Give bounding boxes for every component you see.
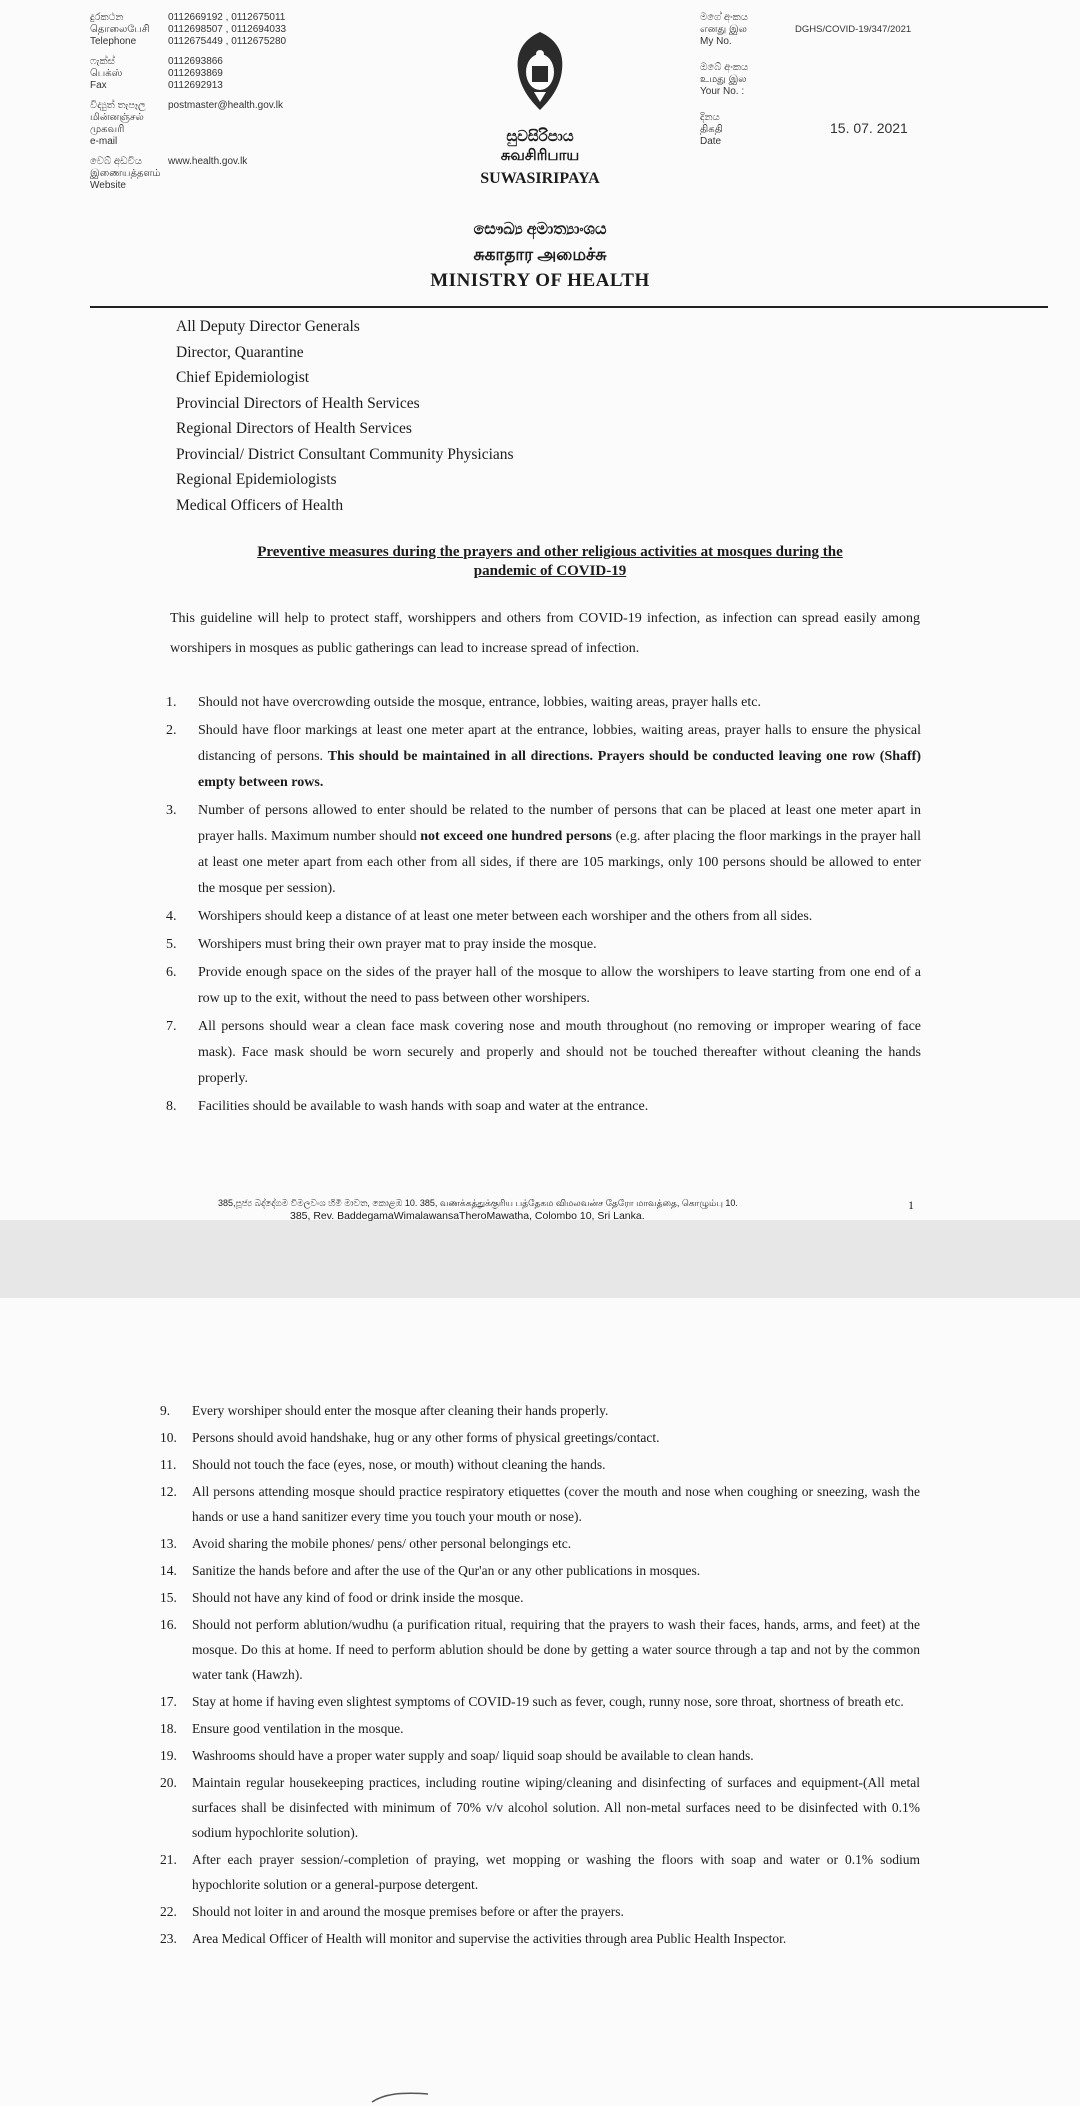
list-item bbox=[166, 932, 921, 958]
item-text: Worshipers should keep a distance of at least one meter between each worshiper and the others from all sides. bbox=[198, 909, 813, 924]
list-item bbox=[160, 1716, 920, 1741]
item-number: 3. bbox=[166, 803, 177, 818]
addressee: Medical Officers of Health bbox=[176, 496, 344, 514]
item-number: 13. bbox=[160, 1536, 177, 1551]
list-item bbox=[160, 1847, 920, 1897]
date-label-si: දිනය bbox=[700, 112, 720, 123]
fax-value-3: 0112692913 bbox=[168, 80, 223, 91]
ministry-name-ta: சுகாதார அமைச்சு bbox=[473, 245, 607, 264]
your-number-label-en: Your No. : bbox=[700, 86, 745, 97]
fax-value-1: 0112693866 bbox=[168, 56, 223, 67]
telephone-label-si: දුරකථන bbox=[90, 12, 124, 23]
addressee: Chief Epidemiologist bbox=[176, 369, 310, 386]
item-text: Should not have any kind of food or drink inside the mosque. bbox=[192, 1590, 524, 1605]
letterhead-references bbox=[700, 12, 911, 156]
item-number: 18. bbox=[160, 1721, 177, 1736]
item-number: 4. bbox=[166, 909, 177, 924]
item-text: All persons attending mosque should practice respiratory etiquettes (cover the mouth and nose when coughing or sneezing, wash the hands or use a hand sanitizer every time you touch your mouth or nose). bbox=[192, 1484, 920, 1524]
email-label-en: e-mail bbox=[90, 136, 118, 147]
list-item bbox=[160, 1612, 920, 1687]
your-number-row bbox=[700, 62, 911, 98]
item-text-continued: (e.g. after placing the floor markings in the prayer hall at least one meter apart from each other from all sides, if there are 105 markings, only 100 persons should be allowed to enter the mosque per session). bbox=[198, 829, 921, 896]
item-text: Worshipers must bring their own prayer mat to pray inside the mosque. bbox=[198, 937, 597, 952]
item-text: Area Medical Officer of Health will monitor and supervise the activities through area Public Health Inspector. bbox=[192, 1931, 787, 1946]
item-text: Maintain regular housekeeping practices, including routine wiping/cleaning and disinfecting of surfaces and equipment-(All metal surfaces shall be disinfected with minimum of 70% v/v alcohol solution. All non-metal surfaces need to be disinfected with 0.1% sodium hypochlorite solution). bbox=[192, 1775, 920, 1840]
telephone-label-en: Telephone bbox=[90, 36, 137, 47]
guideline-list-page-1 bbox=[166, 690, 921, 1122]
addressee: Provincial/ District Consultant Community Physicians bbox=[176, 445, 514, 463]
item-text: Ensure good ventilation in the mosque. bbox=[192, 1721, 404, 1736]
item-number: 23. bbox=[160, 1931, 177, 1946]
item-text: Should have floor markings at least one meter apart at the entrance, lobbies, waiting areas, prayer halls to ensure the physical distancing of persons. bbox=[198, 723, 921, 764]
website-label-si: වෙබ් අඩවිය bbox=[90, 156, 142, 167]
date-value: 15. 07. 2021 bbox=[830, 120, 908, 136]
footer-address-en: 385, Rev. BaddegamaWimalawansaTheroMawatha, Colombo 10, Sri Lanka. bbox=[290, 1210, 645, 1222]
item-number: 22. bbox=[160, 1904, 177, 1919]
subject-line-1: Preventive measures during the prayers and other religious activities at mosques during the bbox=[257, 544, 843, 560]
footer-address-local: 385,පූජ්‍ය බද්දේගම විමලවංශ හිමි මාවත, කොළඹ 10. 385, வணக்கத்துக்குரிய பத்தேகம விமலவன்ச தேரோ மாவத்தை, கொழும்பு 10. bbox=[218, 1198, 738, 1208]
item-number: 20. bbox=[160, 1775, 177, 1790]
list-item bbox=[166, 690, 921, 716]
fax-row bbox=[90, 56, 318, 92]
list-item bbox=[160, 1585, 920, 1610]
item-text: Washrooms should have a proper water supply and soap/ liquid soap should be available to clean hands. bbox=[192, 1748, 754, 1763]
list-item bbox=[160, 1770, 920, 1845]
item-number: 14. bbox=[160, 1563, 177, 1578]
item-number: 19. bbox=[160, 1748, 177, 1763]
website-label-ta: இணையத்தளம் bbox=[90, 168, 161, 179]
list-item bbox=[160, 1689, 920, 1714]
my-number-value: DGHS/COVID-19/347/2021 bbox=[795, 24, 912, 35]
item-number: 15. bbox=[160, 1590, 177, 1605]
item-number: 5. bbox=[166, 937, 177, 952]
list-item bbox=[160, 1479, 920, 1529]
item-text: Should not have overcrowding outside the mosque, entrance, lobbies, waiting areas, prayer halls etc. bbox=[198, 695, 761, 710]
telephone-value-2: 0112698507 , 0112694033 bbox=[168, 24, 287, 35]
letterhead-contacts bbox=[90, 12, 318, 200]
item-text: Facilities should be available to wash hands with soap and water at the entrance. bbox=[198, 1099, 649, 1114]
item-number: 12. bbox=[160, 1484, 177, 1499]
my-number-label-en: My No. bbox=[700, 36, 732, 47]
item-number: 7. bbox=[166, 1019, 177, 1034]
item-number: 10. bbox=[160, 1430, 177, 1445]
your-number-label-ta: உமது இல bbox=[700, 74, 747, 85]
page-number: 1 bbox=[908, 1198, 914, 1212]
government-crest-icon bbox=[510, 30, 570, 114]
website-value: www.health.gov.lk bbox=[168, 156, 248, 167]
letter-page-2 bbox=[0, 1298, 1080, 2106]
item-number: 11. bbox=[160, 1457, 177, 1472]
item-number: 17. bbox=[160, 1694, 177, 1709]
item-number: 2. bbox=[166, 723, 177, 738]
signature-stroke-icon bbox=[370, 2090, 430, 2104]
list-item bbox=[166, 904, 921, 930]
list-item bbox=[160, 1558, 920, 1583]
telephone-value-1: 0112669192 , 0112675011 bbox=[168, 12, 286, 23]
item-number: 9. bbox=[160, 1403, 171, 1418]
item-number: 21. bbox=[160, 1852, 177, 1867]
list-item bbox=[160, 1926, 920, 1951]
item-emphasis: not exceed one hundred persons bbox=[420, 829, 612, 844]
list-item bbox=[160, 1899, 920, 1924]
website-label-en: Website bbox=[90, 180, 126, 191]
list-item bbox=[160, 1398, 920, 1423]
addressee: Provincial Directors of Health Services bbox=[176, 394, 420, 412]
item-text: Provide enough space on the sides of the prayer hall of the mosque to allow the worshipers to leave starting from one end of a row up to the exit, without the need to pass between other worshipers. bbox=[198, 965, 921, 1006]
fax-value-2: 0112693869 bbox=[168, 68, 223, 79]
ministry-name-en: MINISTRY OF HEALTH bbox=[430, 270, 650, 291]
list-item bbox=[166, 960, 921, 1012]
telephone-row bbox=[90, 12, 318, 48]
intro-paragraph: This guideline will help to protect staff, worshippers and others from COVID-19 infection, as infection can spread easily among worshipers in mosques as public gatherings can lead to increase spread of infection. bbox=[170, 611, 920, 656]
item-text: Should not perform ablution/wudhu (a purification ritual, requiring that the prayers to wash their faces, hands, arms, and feet) at the mosque. Do this at home. If need to perform ablution should be done by getting a water source through a tap and not by the common water tank (Hawzh). bbox=[192, 1617, 920, 1682]
website-row bbox=[90, 156, 318, 192]
list-item bbox=[160, 1452, 920, 1477]
item-text: All persons should wear a clean face mask covering nose and mouth throughout (no removing or improper wearing of face mask). Face mask should be worn securely and properly and should not be touched thereafter without cleaning the hands properly. bbox=[198, 1019, 921, 1086]
my-number-label-ta: எனது இல bbox=[700, 24, 747, 35]
my-number-label-si: මගේ අංකය bbox=[700, 12, 748, 23]
item-emphasis: This should be maintained in all directions. Prayers should be conducted leaving one row (Shaff) empty between rows. bbox=[198, 749, 921, 790]
email-row bbox=[90, 100, 318, 148]
item-text: Number of persons allowed to enter should be related to the number of persons that can be placed at least one meter apart in prayer halls. Maximum number should bbox=[198, 803, 921, 844]
fax-label-en: Fax bbox=[90, 80, 107, 91]
item-number: 6. bbox=[166, 965, 177, 980]
item-number: 1. bbox=[166, 695, 177, 710]
list-item bbox=[166, 798, 921, 902]
item-text: Sanitize the hands before and after the use of the Qur'an or any other publications in mosques. bbox=[192, 1563, 701, 1578]
date-label-en: Date bbox=[700, 136, 722, 147]
telephone-value-3: 0112675449 , 0112675280 bbox=[168, 36, 287, 47]
item-number: 16. bbox=[160, 1617, 177, 1632]
telephone-label-ta: தொலைபேசி bbox=[90, 24, 150, 35]
item-number: 8. bbox=[166, 1099, 177, 1114]
letterhead-divider bbox=[90, 306, 1048, 308]
list-item bbox=[160, 1531, 920, 1556]
item-text: After each prayer session/-completion of praying, wet mopping or washing the floors with soap and water or 0.1% sodium hypochlorite solution or a general-purpose detergent. bbox=[192, 1852, 920, 1892]
guideline-list-page-2 bbox=[160, 1398, 920, 1953]
list-item bbox=[166, 1014, 921, 1092]
item-text: Avoid sharing the mobile phones/ pens/ other personal belongings etc. bbox=[192, 1536, 572, 1551]
email-label-si: විද්‍යුත් තැපෑල bbox=[90, 100, 146, 111]
addressee: Regional Epidemiologists bbox=[176, 471, 337, 488]
suwasiripaya-ta: சுவசிரிபாய bbox=[500, 148, 580, 164]
addressee-list bbox=[176, 314, 514, 518]
date-row bbox=[700, 112, 911, 148]
addressee: All Deputy Director Generals bbox=[176, 318, 360, 335]
list-item bbox=[166, 1094, 921, 1120]
list-item bbox=[160, 1743, 920, 1768]
suwasiripaya-en: SUWASIRIPAYA bbox=[480, 170, 600, 187]
fax-label-ta: பெக்ஸ் bbox=[90, 68, 123, 79]
ministry-name-si: සෞඛ්‍ය අමාත්‍යාංශය bbox=[473, 221, 607, 238]
addressee: Director, Quarantine bbox=[176, 343, 304, 361]
item-text: Persons should avoid handshake, hug or any other forms of physical greetings/contact. bbox=[192, 1430, 660, 1445]
email-label-ta: மின்னஞ்சல் முகவரி bbox=[90, 112, 144, 135]
fax-label-si: ෆැක්ස් bbox=[90, 56, 115, 67]
item-text: Should not loiter in and around the mosque premises before or after the prayers. bbox=[192, 1904, 624, 1919]
list-item bbox=[160, 1425, 920, 1450]
letter-subject bbox=[160, 543, 940, 581]
subject-line-2: pandemic of COVID-19 bbox=[473, 563, 627, 579]
addressee: Regional Directors of Health Services bbox=[176, 420, 412, 437]
suwasiripaya-si: සුවසිරිපාය bbox=[506, 129, 574, 145]
item-text: Every worshiper should enter the mosque after cleaning their hands properly. bbox=[192, 1403, 609, 1418]
item-text: Should not touch the face (eyes, nose, or mouth) without cleaning the hands. bbox=[192, 1457, 606, 1472]
list-item bbox=[166, 718, 921, 796]
my-number-row bbox=[700, 12, 911, 48]
your-number-label-si: ඔබේ අංකය bbox=[700, 62, 749, 73]
item-text: Stay at home if having even slightest symptoms of COVID-19 such as fever, cough, runny nose, sore throat, shortness of breath etc. bbox=[192, 1694, 904, 1709]
email-value: postmaster@health.gov.lk bbox=[168, 100, 284, 111]
date-label-ta: திகதி bbox=[700, 124, 723, 135]
